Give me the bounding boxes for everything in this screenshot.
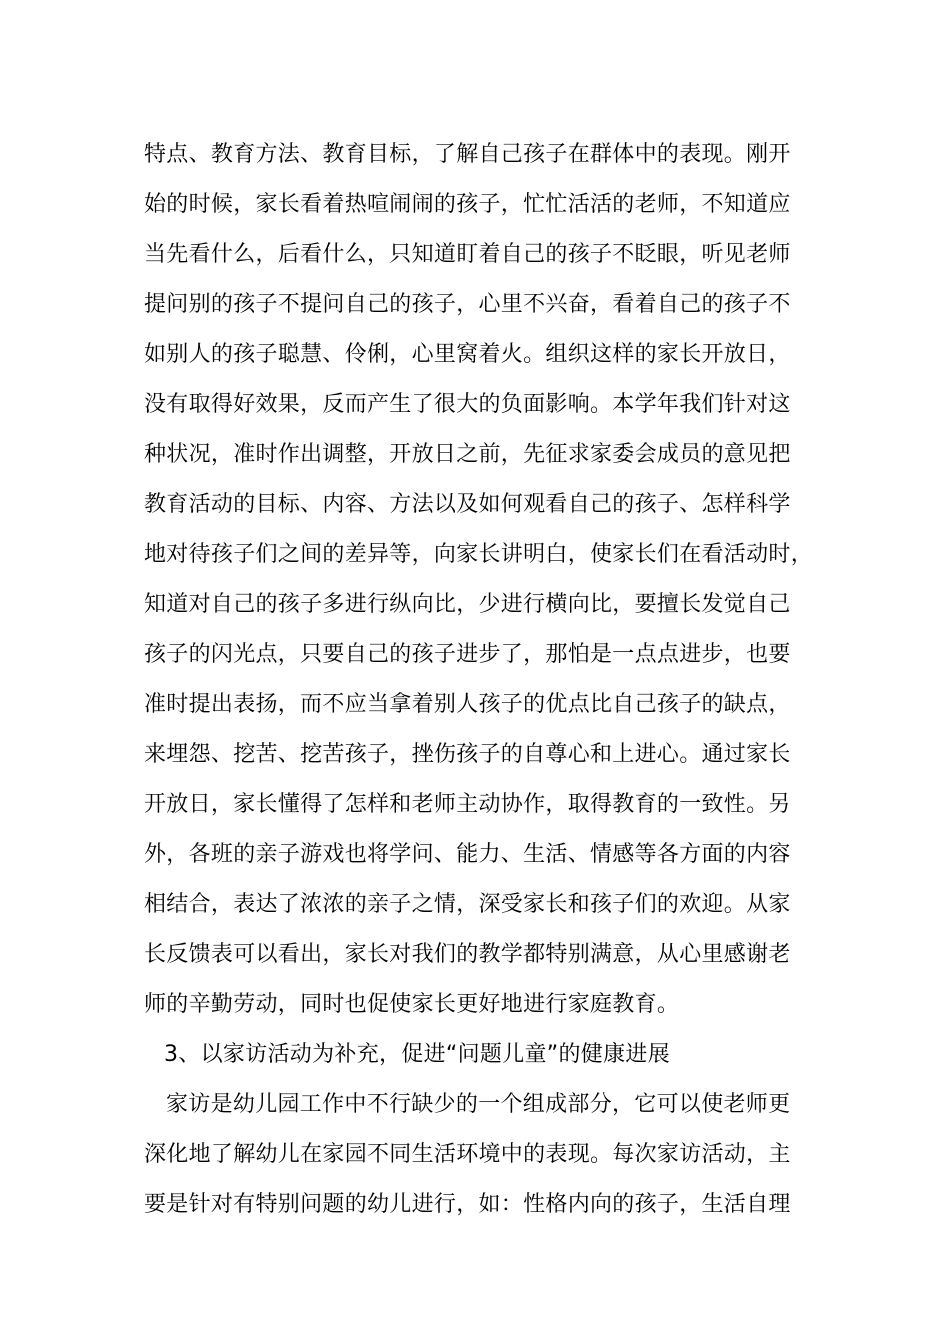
text-line: 没有取得好效果，反而产生了很大的负面影响。本学年我们针对这	[144, 392, 791, 417]
text-line: 如别人的孩子聪慧、伶俐，心里窝着火。组织这样的家长开放日，	[144, 342, 791, 367]
text-line: 来埋怨、挖苦、挖苦孩子，挫伤孩子的自尊心和上进心。通过家长	[144, 742, 791, 767]
text-line: 孩子的闪光点，只要自己的孩子进步了，那怕是一点点进步，也要	[144, 642, 791, 667]
text-line: 师的辛勤劳动，同时也促使家长更好地进行家庭教育。	[144, 992, 680, 1017]
text-line: 开放日，家长懂得了怎样和老师主动协作，取得教育的一致性。另	[144, 792, 791, 817]
text-line: 特点、教育方法、教育目标，了解自己孩子在群体中的表现。刚开	[144, 142, 791, 167]
text-line: 家访是幼儿园工作中不行缺少的一个组成部分，它可以使老师更	[166, 1092, 791, 1117]
text-line: 始的时候，家长看着热喧闹闹的孩子，忙忙活活的老师，不知道应	[144, 192, 791, 217]
text-line: 长反馈表可以看出，家长对我们的教学都特别满意，从心里感谢老	[144, 942, 791, 967]
text-line: 要是针对有特别问题的幼儿进行，如：性格内向的孩子，生活自理	[144, 1192, 791, 1217]
text-line: 准时提出表扬，而不应当拿着别人孩子的优点比自己孩子的缺点，	[144, 692, 791, 717]
text-line: 地对待孩子们之间的差异等，向家长讲明白，使家长们在看活动时，	[144, 542, 814, 567]
text-line: 当先看什么，后看什么，只知道盯着自己的孩子不眨眼，听见老师	[144, 242, 791, 267]
text-line: 外，各班的亲子游戏也将学问、能力、生活、情感等各方面的内容	[144, 842, 791, 867]
text-line: 教育活动的目标、内容、方法以及如何观看自己的孩子、怎样科学	[144, 492, 791, 517]
text-line: 相结合，表达了浓浓的亲子之情，深受家长和孩子们的欢迎。从家	[144, 892, 791, 917]
text-line: 提问别的孩子不提问自己的孩子，心里不兴奋，看着自己的孩子不	[144, 292, 791, 317]
text-line: 深化地了解幼儿在家园不同生活环境中的表现。每次家访活动，主	[144, 1142, 791, 1167]
text-line: 种状况，准时作出调整，开放日之前，先征求家委会成员的意见把	[144, 442, 791, 467]
text-line: 知道对自己的孩子多进行纵向比，少进行横向比，要擅长发觉自己	[144, 592, 791, 617]
section-heading: 3、以家访活动为补充，促进“问题儿童”的健康进展	[164, 1042, 670, 1067]
body-text	[144, 130, 824, 1230]
